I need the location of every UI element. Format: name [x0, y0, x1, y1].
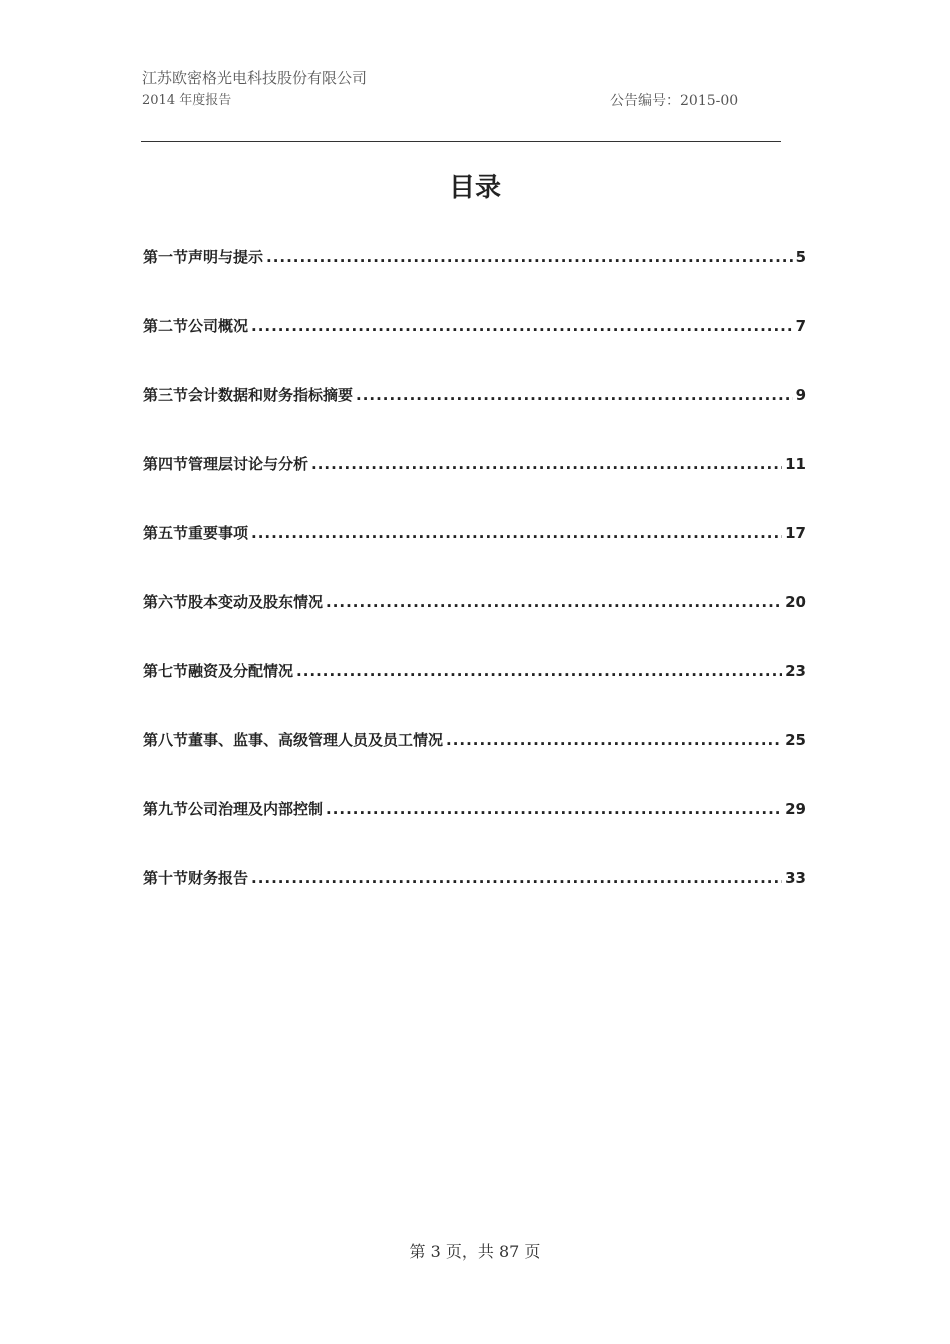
toc-entry-page: 33 — [785, 869, 806, 887]
report-label: 2014 年度报告 — [142, 93, 232, 108]
toc-entry-label: 第五节重要事项 — [143, 524, 249, 542]
toc-entry-page: 11 — [785, 455, 806, 473]
toc-dot-leader — [266, 243, 793, 271]
notice-number: 公告编号：2015-00 — [610, 93, 739, 109]
toc-entry-label: 第二节公司概况 — [143, 317, 249, 335]
toc-entry-label: 第三节会计数据和财务指标摘要 — [143, 386, 354, 404]
toc-dot-leader — [326, 588, 782, 616]
toc-entry-9[interactable] — [143, 795, 806, 864]
toc-entry-page: 7 — [795, 317, 806, 335]
toc-entry-label: 第八节董事、监事、高级管理人员及员工情况 — [143, 731, 444, 749]
toc-entry-label: 第十节财务报告 — [143, 869, 249, 887]
toc-entry-page: 17 — [785, 524, 806, 542]
table-of-contents — [143, 243, 806, 933]
toc-entry-label: 第六节股本变动及股东情况 — [143, 593, 324, 611]
toc-entry-8[interactable] — [143, 726, 806, 795]
toc-dot-leader — [251, 519, 782, 547]
toc-entry-page: 9 — [795, 386, 806, 404]
toc-entry-label: 第四节管理层讨论与分析 — [143, 455, 309, 473]
toc-entry-page: 29 — [785, 800, 806, 818]
toc-title: 目录 — [448, 173, 501, 203]
toc-dot-leader — [311, 450, 782, 478]
header-divider — [141, 141, 781, 142]
toc-entry-page: 25 — [785, 731, 806, 749]
toc-dot-leader — [356, 381, 793, 409]
toc-entry-label: 第九节公司治理及内部控制 — [143, 800, 324, 818]
toc-entry-2[interactable] — [143, 312, 806, 381]
toc-dot-leader — [251, 312, 793, 340]
toc-entry-page: 5 — [795, 248, 806, 266]
toc-entry-4[interactable] — [143, 450, 806, 519]
toc-entry-3[interactable] — [143, 381, 806, 450]
page-footer: 第 3 页，共 87 页 — [409, 1242, 541, 1261]
toc-dot-leader — [446, 726, 782, 754]
toc-entry-page: 20 — [785, 593, 806, 611]
toc-entry-label: 第七节融资及分配情况 — [143, 662, 294, 680]
toc-entry-label: 第一节声明与提示 — [143, 248, 264, 266]
toc-entry-1[interactable] — [143, 243, 806, 312]
toc-dot-leader — [296, 657, 782, 685]
toc-entry-5[interactable] — [143, 519, 806, 588]
toc-dot-leader — [251, 864, 782, 892]
toc-entry-7[interactable] — [143, 657, 806, 726]
company-name: 江苏欧密格光电科技股份有限公司 — [142, 69, 368, 87]
toc-entry-page: 23 — [785, 662, 806, 680]
toc-entry-10[interactable] — [143, 864, 806, 933]
toc-entry-6[interactable] — [143, 588, 806, 657]
toc-dot-leader — [326, 795, 782, 823]
